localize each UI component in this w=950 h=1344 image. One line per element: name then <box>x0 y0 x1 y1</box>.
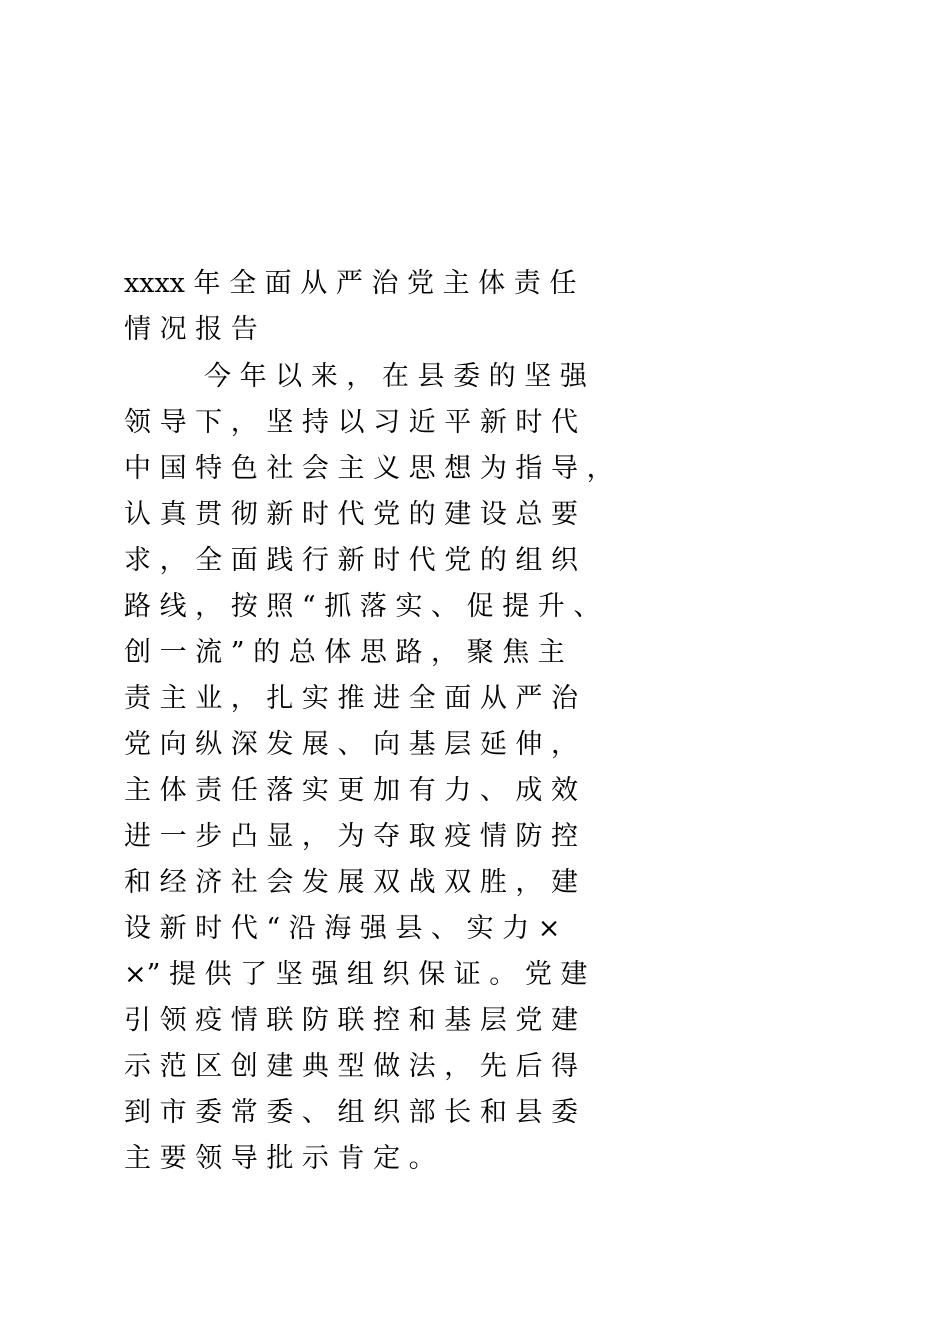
body-line-6: 路 线 ， 按 照 “ 抓 落 实 、 促 提 升 、 <box>124 591 601 622</box>
body-line-3: 中 国 特 色 社 会 主 义 思 想 为 指 导 ， <box>124 453 614 484</box>
body-line-10: 主 体 责 任 落 实 更 加 有 力 、 成 效 <box>124 775 578 806</box>
body-line-11: 进 一 步 凸 显 ， 为 夺 取 疫 情 防 控 <box>124 821 578 852</box>
body-line-1: 今 年 以 来 ， 在 县 委 的 坚 强 <box>204 361 587 392</box>
body-line-15: 引 领 疫 情 联 防 联 控 和 基 层 党 建 <box>124 1005 578 1036</box>
body-line-4: 认 真 贯 彻 新 时 代 党 的 建 设 总 要 <box>124 499 578 530</box>
title-line-2: 情 况 报 告 <box>124 314 258 345</box>
body-line-12: 和 经 济 社 会 发 展 双 战 双 胜 ， 建 <box>124 867 578 898</box>
body-line-16: 示 范 区 创 建 典 型 做 法 ， 先 后 得 <box>124 1051 578 1082</box>
body-line-8: 责 主 业 ， 扎 实 推 进 全 面 从 严 治 <box>124 683 578 714</box>
body-line-17: 到 市 委 常 委 、 组 织 部 长 和 县 委 <box>124 1097 578 1128</box>
body-line-7: 创 一 流 ” 的 总 体 思 路 ， 聚 焦 主 <box>124 637 565 668</box>
body-line-14: ×” 提 供 了 坚 强 组 织 保 证 。 党 建 <box>124 959 588 990</box>
body-line-18: 主 要 领 导 批 示 肯 定 。 <box>124 1143 436 1174</box>
body-line-5: 求 ， 全 面 践 行 新 时 代 党 的 组 织 <box>124 545 578 576</box>
body-line-13: 设 新 时 代 “ 沿 海 强 县 、 实 力 × <box>124 913 561 944</box>
body-line-9: 党 向 纵 深 发 展 、 向 基 层 延 伸 ， <box>124 729 578 760</box>
body-line-2: 领 导 下 ， 坚 持 以 习 近 平 新 时 代 <box>124 407 578 438</box>
title-line-1: xxxx 年 全 面 从 严 治 党 主 体 责 任 <box>124 268 577 299</box>
